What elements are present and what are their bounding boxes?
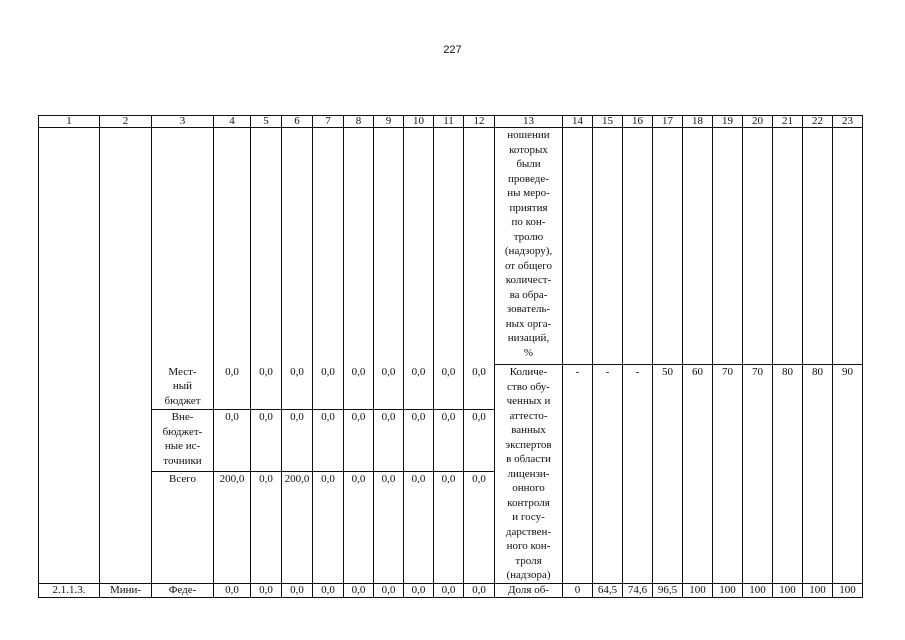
code-cell [39, 128, 100, 584]
value-cell: 0,0 [313, 471, 344, 583]
indicator-value-cell: 80 [773, 365, 803, 584]
value-cell: 0,0 [374, 583, 404, 597]
value-cell: 0,0 [344, 365, 374, 410]
indicator-value-cell: 80 [803, 365, 833, 584]
col-number: 20 [743, 116, 773, 128]
col-number: 11 [434, 116, 464, 128]
indicator-value-cell: 70 [743, 365, 773, 584]
col-number: 14 [563, 116, 593, 128]
code-cell: 2.1.1.3. [39, 583, 100, 597]
value-cell: 0,0 [374, 471, 404, 583]
indicator-value-cell [683, 128, 713, 365]
value-cell: 0,0 [282, 365, 313, 410]
source-cell: Мест- ный бюджет [152, 365, 214, 410]
value-cell: 0,0 [464, 471, 495, 583]
indicator-value-cell [773, 128, 803, 365]
value-cell [374, 128, 404, 365]
source-cell: Вне- бюджет- ные ис- точники [152, 410, 214, 472]
col-number: 5 [251, 116, 282, 128]
table-row [39, 365, 863, 410]
col-number: 16 [623, 116, 653, 128]
value-cell [344, 128, 374, 365]
value-cell [404, 128, 434, 365]
value-cell: 0,0 [214, 410, 251, 472]
col-number: 3 [152, 116, 214, 128]
col-number: 4 [214, 116, 251, 128]
program-table [38, 115, 863, 598]
indicator-value-cell: - [623, 365, 653, 584]
col-number: 21 [773, 116, 803, 128]
source-cell: Феде- [152, 583, 214, 597]
value-cell: 0,0 [214, 583, 251, 597]
page-number: 227 [443, 44, 462, 56]
col-number: 7 [313, 116, 344, 128]
value-cell: 0,0 [251, 410, 282, 472]
col-number: 18 [683, 116, 713, 128]
value-cell: 0,0 [344, 471, 374, 583]
indicator-value-cell [593, 128, 623, 365]
value-cell: 0,0 [214, 365, 251, 410]
value-cell [282, 128, 313, 365]
value-cell: 0,0 [404, 365, 434, 410]
value-cell: 0,0 [464, 365, 495, 410]
indicator-value-cell: 74,6 [623, 583, 653, 597]
indicator-name-cell: Количе- ство обу- ченных и аттесто- ванных экспертов в области лицензи- онного контроля и госу- дарствен- ного кон- троля (надзора) [495, 365, 563, 584]
indicator-value-cell: 70 [713, 365, 743, 584]
indicator-value-cell: 50 [653, 365, 683, 584]
indicator-value-cell: 100 [683, 583, 713, 597]
col-number: 13 [495, 116, 563, 128]
col-number: 23 [833, 116, 863, 128]
indicator-value-cell: 100 [803, 583, 833, 597]
col-number: 22 [803, 116, 833, 128]
value-cell: 0,0 [404, 583, 434, 597]
indicator-value-cell: 0 [563, 583, 593, 597]
indicator-value-cell: 64,5 [593, 583, 623, 597]
value-cell: 0,0 [374, 410, 404, 472]
col-number: 19 [713, 116, 743, 128]
indicator-value-cell [713, 128, 743, 365]
value-cell: 0,0 [251, 583, 282, 597]
col-number: 17 [653, 116, 683, 128]
value-cell: 0,0 [282, 583, 313, 597]
col-number: 1 [39, 116, 100, 128]
value-cell: 0,0 [434, 471, 464, 583]
value-cell: 0,0 [313, 365, 344, 410]
indicator-name-cell: Доля об- [495, 583, 563, 597]
executor-cell: Мини- [100, 583, 152, 597]
indicator-value-cell [563, 128, 593, 365]
value-cell: 0,0 [251, 471, 282, 583]
indicator-value-cell [743, 128, 773, 365]
indicator-value-cell: 90 [833, 365, 863, 584]
source-cell [152, 128, 214, 365]
value-cell [434, 128, 464, 365]
col-number: 2 [100, 116, 152, 128]
value-cell: 0,0 [404, 410, 434, 472]
value-cell: 0,0 [374, 365, 404, 410]
col-number: 12 [464, 116, 495, 128]
indicator-value-cell [833, 128, 863, 365]
value-cell: 0,0 [251, 365, 282, 410]
indicator-value-cell [803, 128, 833, 365]
indicator-value-cell: 100 [713, 583, 743, 597]
col-number: 6 [282, 116, 313, 128]
value-cell [464, 128, 495, 365]
indicator-value-cell [653, 128, 683, 365]
table-row [39, 583, 863, 597]
value-cell [214, 128, 251, 365]
indicator-value-cell: - [593, 365, 623, 584]
indicator-value-cell: 100 [833, 583, 863, 597]
value-cell: 0,0 [313, 410, 344, 472]
indicator-name-cell: ношении которых были проведе- ны меро- приятия по кон- тролю (надзору), от общего количест- ва обра- зователь- ных орга- низаций, % [495, 128, 563, 365]
indicator-value-cell: 100 [773, 583, 803, 597]
executor-cell [100, 128, 152, 584]
indicator-value-cell: 100 [743, 583, 773, 597]
indicator-value-cell: 96,5 [653, 583, 683, 597]
value-cell: 0,0 [434, 583, 464, 597]
source-cell: Всего [152, 471, 214, 583]
value-cell: 0,0 [464, 583, 495, 597]
value-cell: 0,0 [282, 410, 313, 472]
value-cell: 0,0 [464, 410, 495, 472]
value-cell: 0,0 [344, 583, 374, 597]
value-cell: 0,0 [434, 365, 464, 410]
table-row [39, 128, 863, 365]
value-cell [313, 128, 344, 365]
col-number: 15 [593, 116, 623, 128]
value-cell: 0,0 [434, 410, 464, 472]
indicator-value-cell: 60 [683, 365, 713, 584]
indicator-value-cell: - [563, 365, 593, 584]
value-cell [251, 128, 282, 365]
column-number-row [39, 116, 863, 128]
indicator-value-cell [623, 128, 653, 365]
value-cell: 200,0 [282, 471, 313, 583]
value-cell: 0,0 [313, 583, 344, 597]
col-number: 10 [404, 116, 434, 128]
col-number: 9 [374, 116, 404, 128]
value-cell: 200,0 [214, 471, 251, 583]
value-cell: 0,0 [344, 410, 374, 472]
value-cell: 0,0 [404, 471, 434, 583]
col-number: 8 [344, 116, 374, 128]
